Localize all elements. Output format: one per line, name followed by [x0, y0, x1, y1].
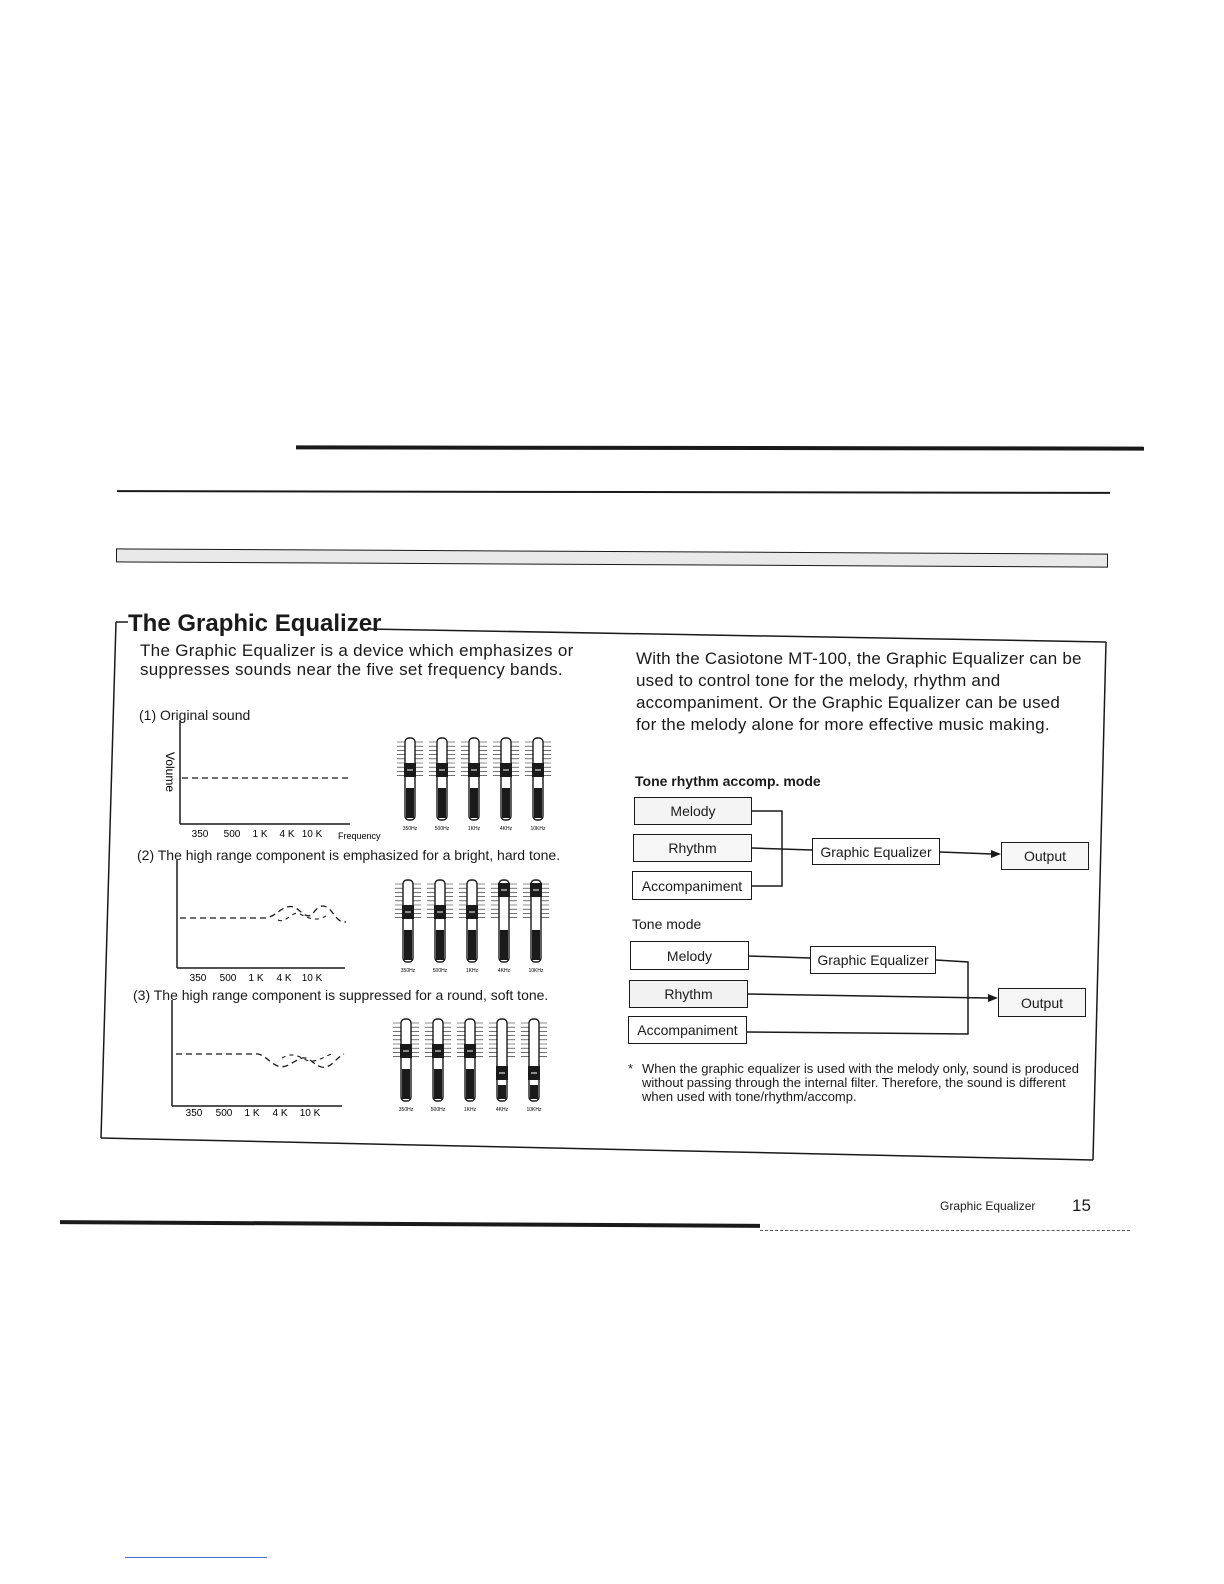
x-tick: 10 K — [301, 829, 323, 840]
mode-2-equalizer-box: Graphic Equalizer — [810, 946, 936, 974]
x-tick: 10 K — [299, 1108, 321, 1119]
eq-band-label: 350Hz — [402, 826, 418, 832]
footer-section-label: Graphic Equalizer — [940, 1199, 1036, 1213]
x-tick: 350 — [191, 829, 209, 840]
y-axis-label: Volume — [163, 751, 177, 793]
footnote-mark: * — [628, 1061, 634, 1076]
eq-band-label: 1KHz — [467, 826, 481, 832]
intro-paragraph: The Graphic Equalizer is a device which emphasizes or suppresses sounds near the five set frequency bands. — [140, 641, 574, 679]
footnote-text: When the graphic equalizer is used with the melody only, sound is produced without passing through the internal filter. Therefore, the sound is different when used with tone/rhythm/accomp. — [642, 1061, 1079, 1104]
x-tick: 350 — [189, 973, 207, 984]
example-2-caption: (2) The high range component is emphasized for a bright, hard tone. — [137, 847, 561, 863]
example-1-caption: (1) Original sound — [139, 707, 251, 723]
x-tick: 4 K — [279, 829, 295, 840]
bottom-link-underline — [125, 1557, 267, 1558]
mode-1-melody-box: Melody — [634, 797, 752, 825]
eq-band-label: 1KHz — [465, 968, 479, 974]
footer-rule-fade — [760, 1230, 1130, 1231]
eq-band-label: 4KHz — [499, 826, 513, 832]
example-3-caption: (3) The high range component is suppressed for a round, soft tone. — [133, 987, 549, 1003]
mode-1-title: Tone rhythm accomp. mode — [635, 773, 821, 789]
x-tick: 10 K — [301, 973, 323, 984]
mode-1-rhythm-box: Rhythm — [633, 834, 752, 862]
eq-band-label: 500Hz — [432, 968, 448, 974]
eq-band-label: 350Hz — [400, 968, 416, 974]
x-tick: 350 — [185, 1108, 203, 1119]
x-tick: 1 K — [244, 1108, 260, 1119]
mode-2-rhythm-box: Rhythm — [629, 980, 748, 1008]
x-tick: 500 — [219, 973, 237, 984]
mode-2-melody-box: Melody — [630, 941, 749, 970]
x-tick: 1 K — [252, 829, 268, 840]
x-tick: 4 K — [276, 973, 292, 984]
page-number: 15 — [1072, 1196, 1091, 1215]
section-title: The Graphic Equalizer — [128, 610, 382, 637]
eq-band-label: 10KHz — [526, 1107, 542, 1113]
eq-band-label: 10KHz — [530, 826, 546, 832]
x-tick: 500 — [215, 1108, 233, 1119]
x-tick: 500 — [223, 829, 241, 840]
eq-band-label: 4KHz — [497, 968, 511, 974]
footnote — [628, 1062, 1092, 1104]
eq-band-label: 4KHz — [495, 1107, 509, 1113]
mode-1-equalizer-box: Graphic Equalizer — [812, 838, 940, 865]
mode-2-output-box: Output — [998, 988, 1086, 1017]
x-tick: 4 K — [272, 1108, 288, 1119]
mode-2-title: Tone mode — [632, 916, 702, 932]
eq-band-label: 500Hz — [430, 1107, 446, 1113]
eq-band-label: 1KHz — [463, 1107, 477, 1113]
mode-1-output-box: Output — [1001, 842, 1089, 870]
mode-1-accompaniment-box: Accompaniment — [632, 871, 752, 900]
x-axis-label: Frequency — [338, 831, 381, 841]
x-tick: 1 K — [248, 973, 264, 984]
mode-2-accompaniment-box: Accompaniment — [628, 1016, 747, 1044]
eq-band-label: 350Hz — [398, 1107, 414, 1113]
eq-band-label: 500Hz — [434, 826, 450, 832]
eq-band-label: 10KHz — [528, 968, 544, 974]
right-paragraph: With the Casiotone MT-100, the Graphic Equalizer can be used to control tone for the melody, rhythm and accompaniment. Or the Graphic Equalizer can be used for the melody alone for more effective music making. — [636, 649, 1082, 734]
